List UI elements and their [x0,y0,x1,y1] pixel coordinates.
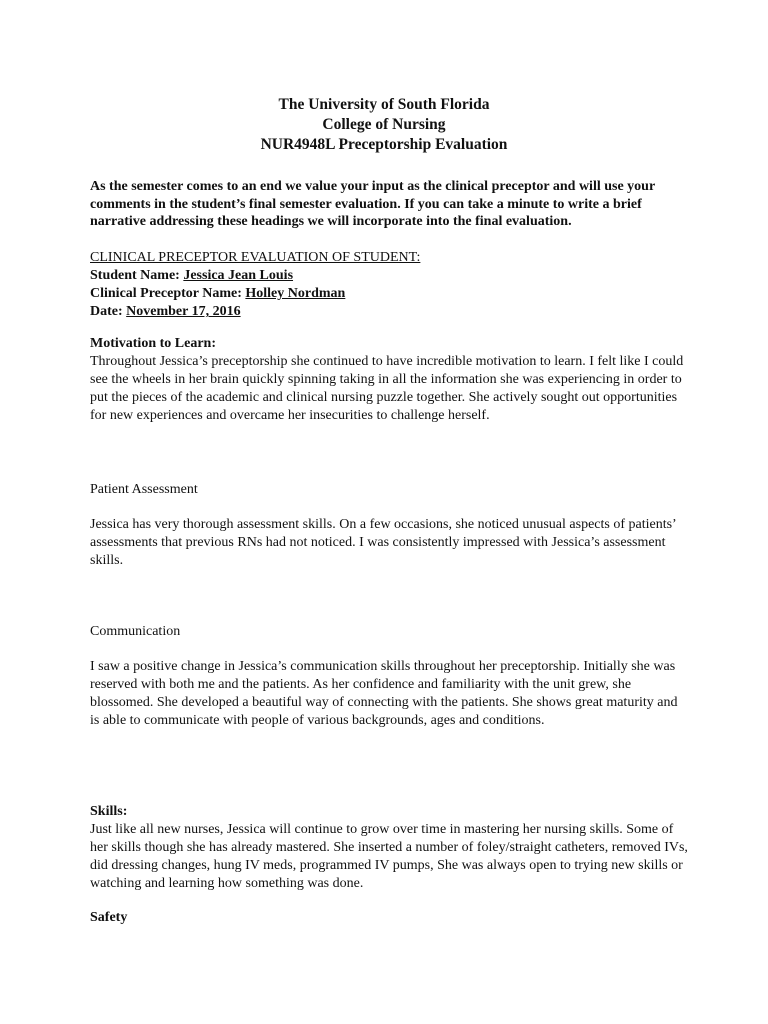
preceptor-name-row [90,285,690,303]
motivation-text: Throughout Jessica’s preceptorship she continued to have incredible motivation to learn. I felt like I could see the wheels in her brain quickly spinning taking in all the information she was experiencing in order to put the pieces of the academic and clinical nursing puzzle together. She actively sought out opportunities for new experiences and overcame her insecurities to challenge herself. [90,354,684,423]
assessment-heading: Patient Assessment [90,482,198,497]
assessment-text: Jessica has very thorough assessment skills. On a few occasions, she noticed unusual aspects of patients’ assessments that previous RNs had not noticed. I was consistently impressed with Jessica’s assessment skills. [90,517,676,568]
intro-paragraph: As the semester comes to an end we value your input as the clinical preceptor and will use your comments in the student’s final semester evaluation. If you can take a minute to write a brief narrative addressing these headings we will incorporate into the final evaluation. [90,179,655,229]
assessment-section [90,481,690,570]
student-name-value: Jessica Jean Louis [183,268,294,283]
skills-section [90,803,690,893]
motivation-heading: Motivation to Learn: [90,336,216,351]
date-row [90,303,690,321]
communication-section [90,623,690,730]
communication-text: I saw a positive change in Jessica’s communication skills throughout her preceptorship. Initially she was reserved with both me and the patients. As her confidence and familiarity with the unit grew, she blossomed. She developed a beautiful way of connecting with the patients. She shows great maturity and is able to communicate with people of various backgrounds, ages and conditions. [90,659,678,728]
evaluation-info [90,249,690,321]
date-label: Date: [90,304,127,319]
motivation-section [90,335,690,425]
safety-heading: Safety [90,910,128,925]
skills-heading: Skills: [90,804,128,819]
document-title [0,95,768,155]
communication-heading: Communication [90,624,181,639]
preceptor-name-label: Clinical Preceptor Name: [90,286,246,301]
evaluation-heading: CLINICAL PRECEPTOR EVALUATION OF STUDENT: [90,250,421,265]
student-name-row [90,267,690,285]
evaluation-title: NUR4948L Preceptorship Evaluation [260,136,508,153]
student-name-label: Student Name: [90,268,184,283]
date-value: November 17, 2016 [126,304,241,319]
skills-text: Just like all new nurses, Jessica will continue to grow over time in mastering her nursing skills. Some of her skills though she has already mastered. She inserted a number of foley/straight catheters, removed IVs, did dressing changes, hung IV meds, programmed IV pumps, She was always open to trying new skills or watching and learning how something was done. [90,822,688,891]
university-name: The University of South Florida [278,96,490,113]
preceptor-name-value: Holley Nordman [245,286,346,301]
safety-section [90,909,690,927]
college-name: College of Nursing [322,116,446,133]
